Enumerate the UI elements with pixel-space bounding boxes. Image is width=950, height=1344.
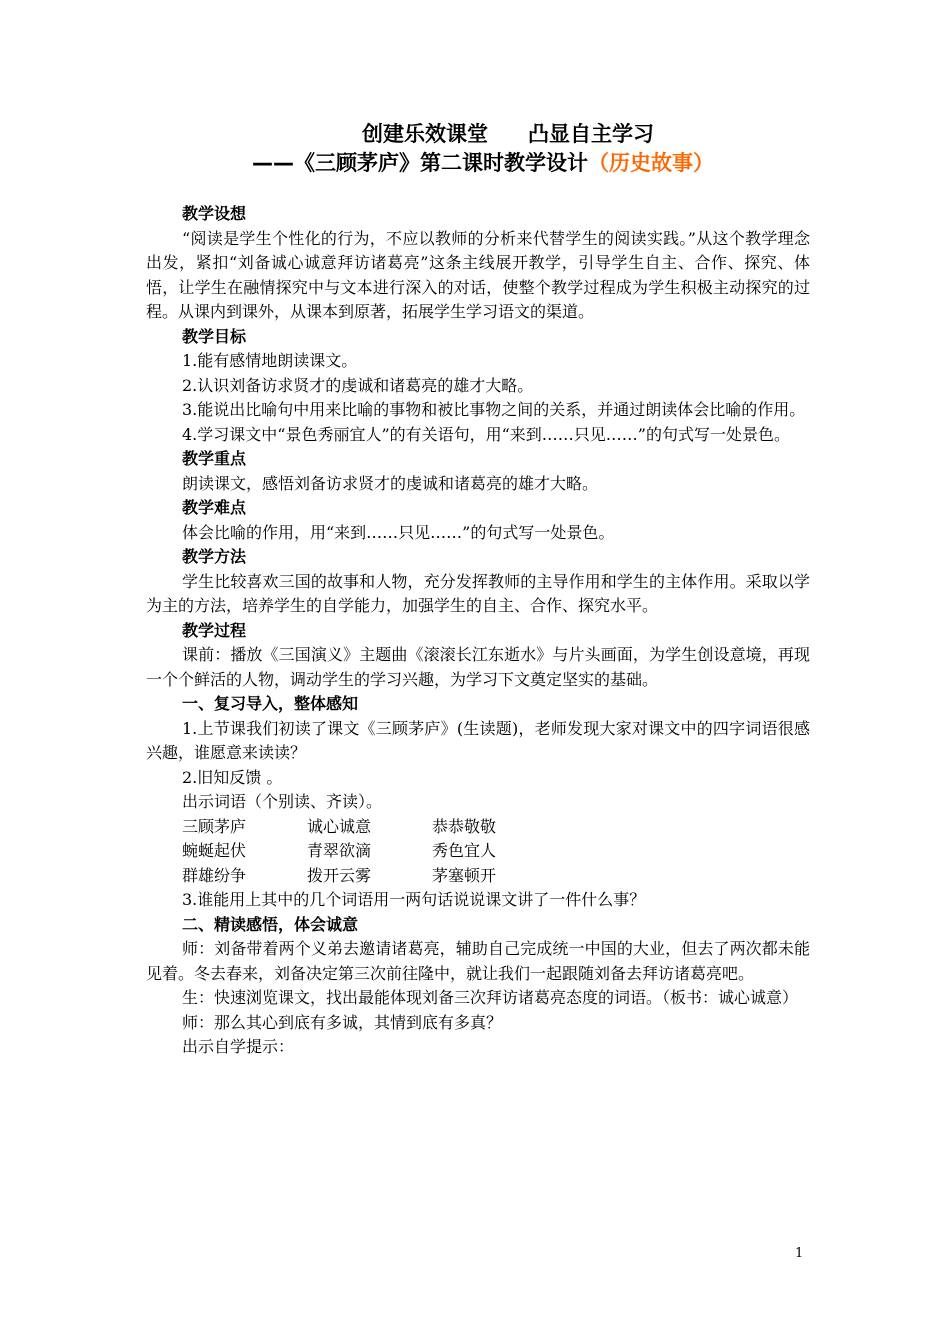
section-heading: 教学过程 <box>182 620 247 640</box>
section-heading: 教学方法 <box>182 547 247 566</box>
title-part-b: 凸显自主学习 <box>528 122 654 146</box>
word: 诚心诚意 <box>307 816 372 836</box>
paragraph: 师：刘备带着两个义弟去邀请诸葛亮，辅助自己完成统一中国的大业，但去了两次都未能见着。冬去春来，刘备决定第三次前往隆中，就让我们一起跟随刘备去拜访诸葛亮吧。 <box>146 939 810 983</box>
paragraph: “阅读是学生个性化的行为，不应以教师的分析来代替学生的阅读实践。”从这个教学理念出发，紧扣“刘备诚心诚意拜访诸葛亮”这条主线展开教学，引导学生自主、合作、探究、体悟，让学生在融情探究中与文本进行深入的对话，使整个教学过程成为学生积极主动探究的过程。从课内到课外，从课本到原著，拓展学生学习语文的渠道。 <box>146 228 810 321</box>
paragraph: 体会比喻的作用，用“来到……只见……”的句式写一处景色。 <box>182 522 615 542</box>
paragraph: 1.上节课我们初读了课文《三顾茅庐》(生读题)，老师发现大家对课文中的四字词语很感兴趣，谁愿意来读读？ <box>146 718 810 762</box>
word-row <box>182 815 810 840</box>
paragraph: 2.旧知反馈 。 <box>182 767 283 787</box>
word: 茅塞顿开 <box>432 865 497 885</box>
subtitle <box>146 149 810 178</box>
word: 蜿蜒起伏 <box>182 841 247 860</box>
page-number: 1 <box>795 1246 804 1261</box>
section-heading: 教学难点 <box>182 498 247 517</box>
paragraph: 3.能说出比喻句中用来比喻的事物和被比事物之间的关系，并通过朗读体会比喻的作用。 <box>182 400 806 419</box>
paragraph: 朗读课文，感悟刘备访求贤才的虔诚和诸葛亮的雄才大略。 <box>182 473 599 493</box>
word: 三顾茅庐 <box>182 816 247 836</box>
paragraph: 师：那么其心到底有多诚，其情到底有多真？ <box>182 1012 503 1032</box>
paragraph: 生：快速浏览课文，找出最能体现刘备三次拜访诸葛亮态度的词语。（板书：诚心诚意） <box>182 988 799 1007</box>
document-body <box>146 202 810 1060</box>
word-list <box>146 815 810 889</box>
document-page <box>146 120 810 1060</box>
subtitle-main: ——《三顾茅庐》第二课时教学设计 <box>252 151 588 175</box>
word: 秀色宜人 <box>432 841 497 860</box>
section-heading: 教学重点 <box>182 449 247 468</box>
word: 青翠欲滴 <box>307 841 372 860</box>
section-heading: 一、复习导入，整体感知 <box>182 694 359 713</box>
paragraph: 3.谁能用上其中的几个词语用一两句话说说课文讲了一件什么事？ <box>182 890 646 909</box>
paragraph: 课前：播放《三国演义》主题曲《滚滚长江东逝水》与片头画面，为学生创设意境，再现一个个鲜活的人物，调动学生的学习兴趣，为学习下文奠定坚实的基础。 <box>146 645 810 689</box>
paragraph: 学生比较喜欢三国的故事和人物，充分发挥教师的主导作用和学生的主体作用。采取以学为主的方法，培养学生的自学能力，加强学生的自主、合作、探究水平。 <box>146 571 810 615</box>
main-title <box>146 120 810 149</box>
paragraph: 1.能有感情地朗读课文。 <box>182 351 358 370</box>
word: 恭恭敬敬 <box>432 816 497 836</box>
word-row <box>182 864 810 889</box>
word: 拨开云雾 <box>307 865 372 885</box>
title-part-a: 创建乐效课堂 <box>362 122 488 146</box>
word: 群雄纷争 <box>182 865 247 885</box>
section-heading: 教学设想 <box>182 204 247 223</box>
paragraph: 4.学习课文中“景色秀丽宜人”的有关语句，用“来到……只见……”的句式写一处景色。 <box>182 424 790 444</box>
word-row <box>182 839 810 864</box>
paragraph: 2.认识刘备访求贤才的虔诚和诸葛亮的雄才大略。 <box>182 375 534 395</box>
section-heading: 二、精读感悟，体会诚意 <box>182 914 359 934</box>
paragraph: 出示词语（个别读、齐读）。 <box>182 792 383 811</box>
section-heading: 教学目标 <box>182 326 247 346</box>
subtitle-accent: （历史故事） <box>588 151 714 175</box>
paragraph: 出示自学提示： <box>182 1037 295 1056</box>
